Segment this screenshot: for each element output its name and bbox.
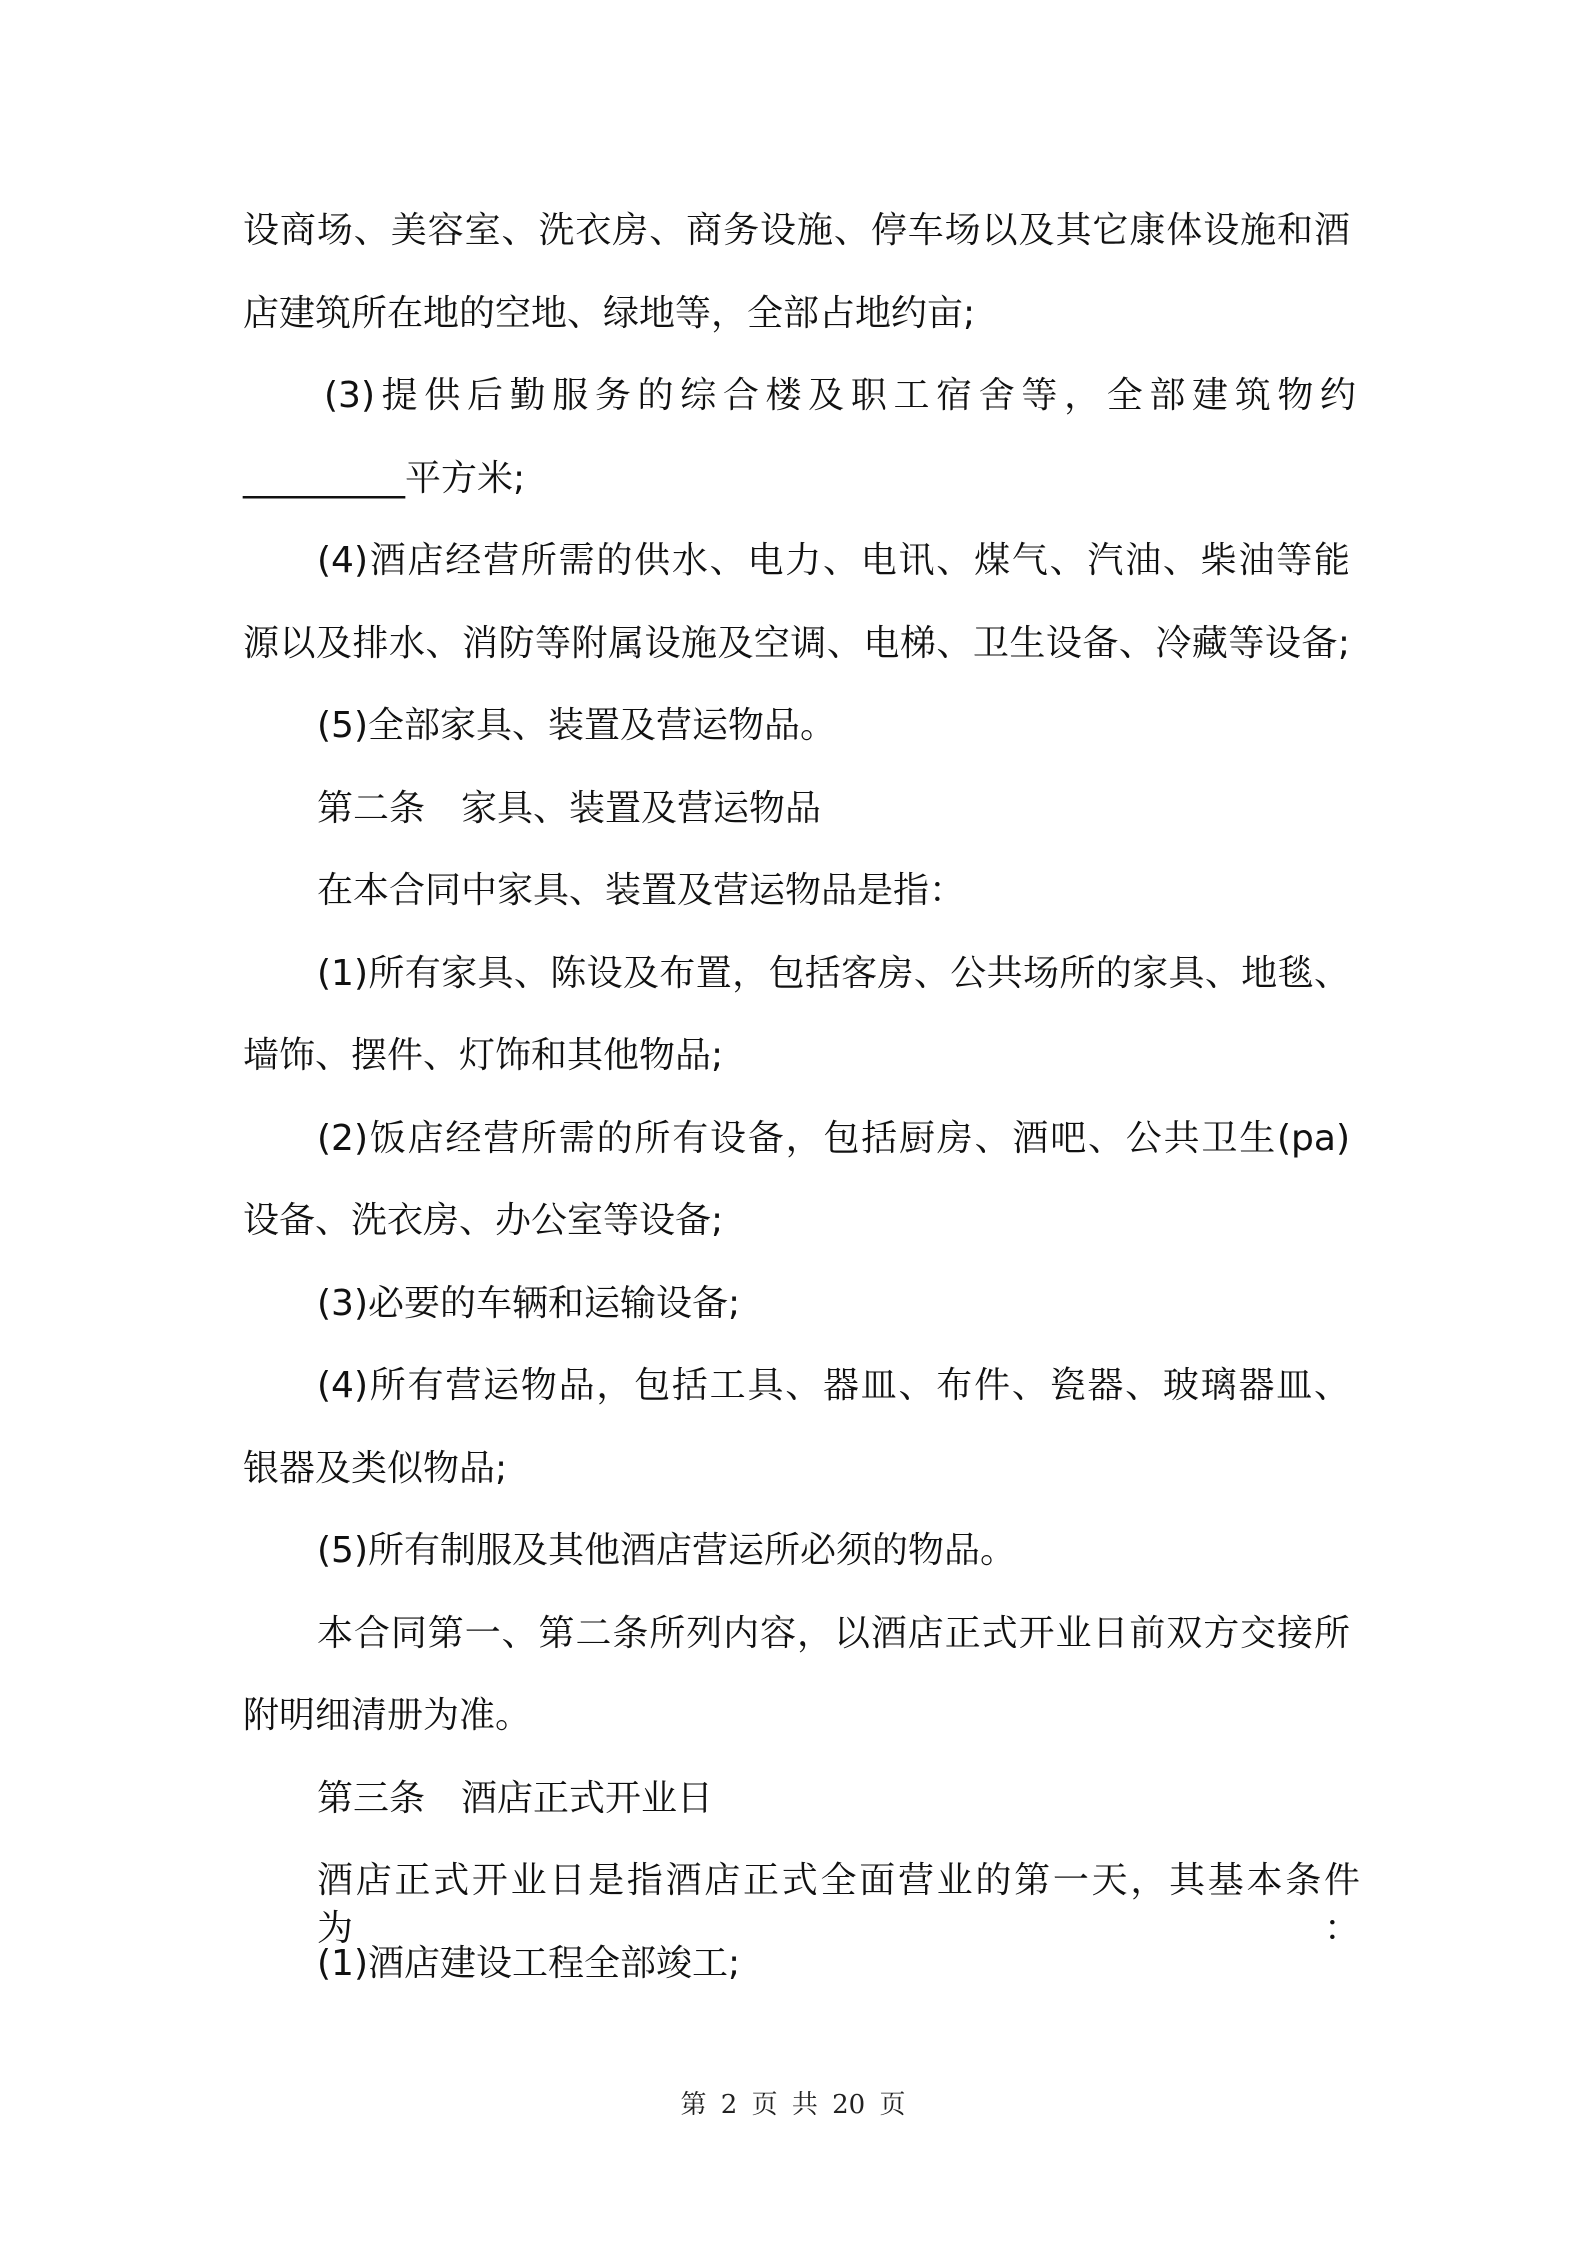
- text-line-15: (4)所有营运物品，包括工具、器皿、布件、瓷器、玻璃器皿、: [317, 1365, 1350, 1406]
- text-line-10: (1)所有家具、陈设及布置，包括客房、公共场所的家具、地毯、: [317, 953, 1350, 994]
- text-line-13: 设备、洗衣房、办公室等设备;: [243, 1200, 724, 1241]
- section-heading-article-2: 第二条 家具、装置及营运物品: [317, 788, 822, 829]
- text-line-3: (3)提供后勤服务的综合楼及职工宿舍等，全部建筑物约: [324, 375, 1356, 416]
- text-line-9: 在本合同中家具、装置及营运物品是指：: [317, 870, 966, 911]
- section-heading-article-3: 第三条 酒店正式开业日: [317, 1778, 714, 1819]
- text-line-14: (3)必要的车辆和运输设备;: [317, 1283, 741, 1324]
- text-line-17: (5)所有制服及其他酒店营运所必须的物品。: [317, 1530, 1016, 1571]
- text-line-6: 源以及排水、消防等附属设施及空调、电梯、卫生设备、冷藏等设备;: [243, 623, 1350, 664]
- text-line-4: _________平方米;: [243, 458, 526, 499]
- text-line-1: 设商场、美容室、洗衣房、商务设施、停车场以及其它康体设施和酒: [243, 210, 1350, 251]
- text-line-2: 店建筑所在地的空地、绿地等，全部占地约亩;: [243, 293, 976, 334]
- text-line-19: 附明细清册为准。: [243, 1695, 532, 1736]
- text-line-18: 本合同第一、第二条所列内容，以酒店正式开业日前双方交接所: [317, 1613, 1350, 1654]
- text-line-5: (4)酒店经营所需的供水、电力、电讯、煤气、汽油、柴油等能: [317, 540, 1350, 581]
- text-line-7: (5)全部家具、装置及营运物品。: [317, 705, 836, 746]
- text-line-12: (2)饭店经营所需的所有设备，包括厨房、酒吧、公共卫生(pa): [317, 1118, 1350, 1159]
- page-number-footer: 第 2 页 共 20 页: [680, 2090, 906, 2120]
- text-line-16: 银器及类似物品;: [243, 1448, 508, 1489]
- text-line-22: (1)酒店建设工程全部竣工;: [317, 1943, 741, 1984]
- text-line-21: 酒店正式开业日是指酒店正式全面营业的第一天，其基本条件为：: [317, 1860, 1360, 1949]
- text-line-11: 墙饰、摆件、灯饰和其他物品;: [243, 1035, 724, 1076]
